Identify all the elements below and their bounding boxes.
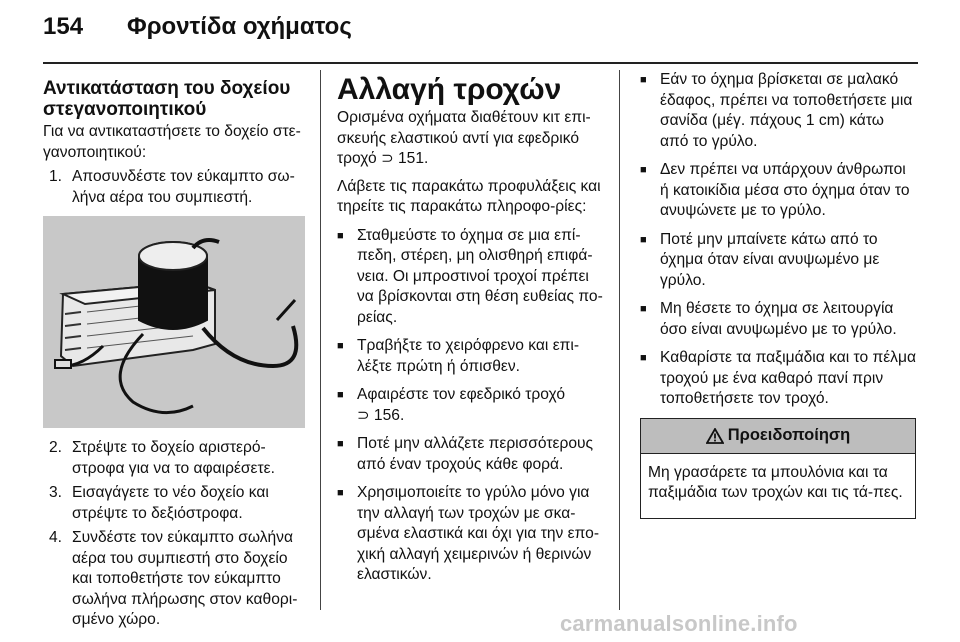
column-divider-2 [619, 70, 620, 610]
list-item-text: Εάν το όχημα βρίσκεται σε μαλακό έδαφος, πρέπει να τοποθετήσετε μια σανίδα (μέγ. πάχους 1 cm) κάτω από το γρύλο. [660, 71, 913, 150]
step-item [43, 167, 305, 208]
list-item-text: Χρησιμοποιείτε το γρύλο μόνο για την αλλαγή των τροχών με σκα-σμένα ελαστικά και όχι για την επο-χική αλλαγή χειμερινών ή θερινών ελαστικών. [357, 484, 600, 583]
step-item [43, 483, 305, 524]
warning-box [640, 418, 916, 519]
list-item-text: Καθαρίστε τα παξιμάδια και το πέλμα τροχού με ένα καθαρό πανί πριν τοποθετήσετε τον τροχό. [660, 349, 916, 407]
list-item-text: Ποτέ μην αλλάζετε περισσότερους από έναν τροχούς κάθε φορά. [357, 435, 594, 473]
list-item-text: Ποτέ μην μπαίνετε κάτω από το όχημα όταν είναι ανυψωμένο με γρύλο. [660, 230, 880, 289]
list-item [337, 336, 603, 377]
intro-text-body: Ορισμένα οχήματα διαθέτουν κιτ επι-σκευής ελαστικού αντί για εφεδρικό τροχό [337, 109, 591, 167]
warning-text: Μη γρασάρετε τα μπουλόνια και τα παξιμάδια των τροχών και τις τά-πες. [648, 463, 903, 501]
square-bullet-icon: ■ [640, 164, 647, 176]
list-item [337, 226, 603, 329]
step-number: 1. [49, 168, 63, 185]
step-number: 3. [49, 484, 63, 501]
list-item-text: Αφαιρέστε τον εφεδρικό τροχό [357, 386, 565, 403]
step-number: 4. [49, 529, 63, 546]
reference-arrow-icon: ⊃ [381, 150, 394, 167]
list-item [337, 434, 603, 475]
intro-text: Για να αντικαταστήσετε το δοχείο στε-γανοποιητικού: [43, 123, 301, 161]
square-bullet-icon: ■ [640, 352, 647, 364]
list-item [640, 348, 916, 410]
reference-arrow-icon: ⊃ [357, 406, 370, 424]
compressor-illustration [43, 216, 305, 428]
step-text: Αποσυνδέστε τον εύκαμπτο σω-λήνα αέρα του συμπιεστή. [72, 168, 295, 206]
page-reference: 151. [398, 150, 429, 167]
square-bullet-icon: ■ [640, 233, 647, 246]
warning-header [641, 419, 915, 454]
step-item [43, 438, 305, 479]
list-item [640, 160, 916, 222]
list-item [640, 230, 916, 292]
square-bullet-icon: ■ [337, 487, 344, 499]
list-item-text: Τραβήξτε το χειρόφρενο και επι-λέξτε πρώτη ή όπισθεν. [357, 337, 580, 375]
step-text: Στρέψτε το δοχείο αριστερό-στροφα για να το αφαιρέσετε. [72, 439, 275, 477]
column-divider-1 [320, 70, 321, 610]
section-heading [43, 78, 305, 120]
list-item [337, 483, 603, 586]
watermark: carmanualsonline.info [560, 611, 798, 636]
heading-line-2: στεγανοποιητικού [43, 99, 207, 120]
page-number: 154 [43, 13, 84, 40]
column-middle [337, 70, 603, 594]
list-item-text: Σταθμεύστε το όχημα σε μια επί-πεδη, στέρεη, μη ολισθηρή επιφά-νεια. Οι μπροστινοί τροχοί πρέπει να βρίσκονται στη θέση ευθείας πο-ρείας. [357, 226, 603, 326]
list-item-text: Δεν πρέπει να υπάρχουν άνθρωποι ή κατοικίδια μέσα στο όχημα όταν το ανυψώνετε με το γρύλο. [660, 161, 910, 219]
step-text: Συνδέστε τον εύκαμπτο σωλήνα αέρα του συμπιεστή στο δοχείο και τοποθετήστε τον εύκαμπτο σωλήνα πλήρωσης στον καθορι-σμένο χώρο. [72, 529, 298, 628]
section-heading: Αλλαγή τροχών [337, 73, 562, 106]
page-title: Φροντίδα οχήματος [127, 13, 352, 40]
warning-triangle-icon [706, 428, 724, 444]
square-bullet-icon: ■ [640, 303, 647, 315]
square-bullet-icon: ■ [337, 389, 344, 401]
list-item [337, 385, 603, 426]
list-item-text: Μη θέσετε το όχημα σε λειτουργία όσο είναι ανυψωμένο με το γρύλο. [660, 300, 897, 338]
list-item [640, 70, 916, 152]
warning-title: Προειδοποίηση [727, 426, 851, 444]
intro-text [337, 108, 603, 170]
step-item [43, 528, 305, 631]
square-bullet-icon: ■ [337, 340, 344, 352]
header-rule [43, 62, 918, 64]
column-left [43, 70, 305, 631]
column-right [640, 70, 916, 519]
square-bullet-icon: ■ [640, 74, 647, 86]
list-item [640, 299, 916, 340]
step-text: Εισαγάγετε το νέο δοχείο και στρέψτε το δεξιόστροφα. [72, 484, 269, 522]
square-bullet-icon: ■ [337, 229, 344, 242]
square-bullet-icon: ■ [337, 438, 344, 450]
page-reference: 156. [373, 406, 405, 424]
compressor-sealant-image [43, 216, 305, 428]
precautions-intro: Λάβετε τις παρακάτω προφυλάξεις και τηρείτε τις παρακάτω πληροφο-ρίες: [337, 177, 601, 215]
page-header [0, 0, 960, 60]
heading-line-1: Αντικατάσταση του δοχείου [43, 78, 291, 99]
step-number: 2. [49, 439, 63, 456]
